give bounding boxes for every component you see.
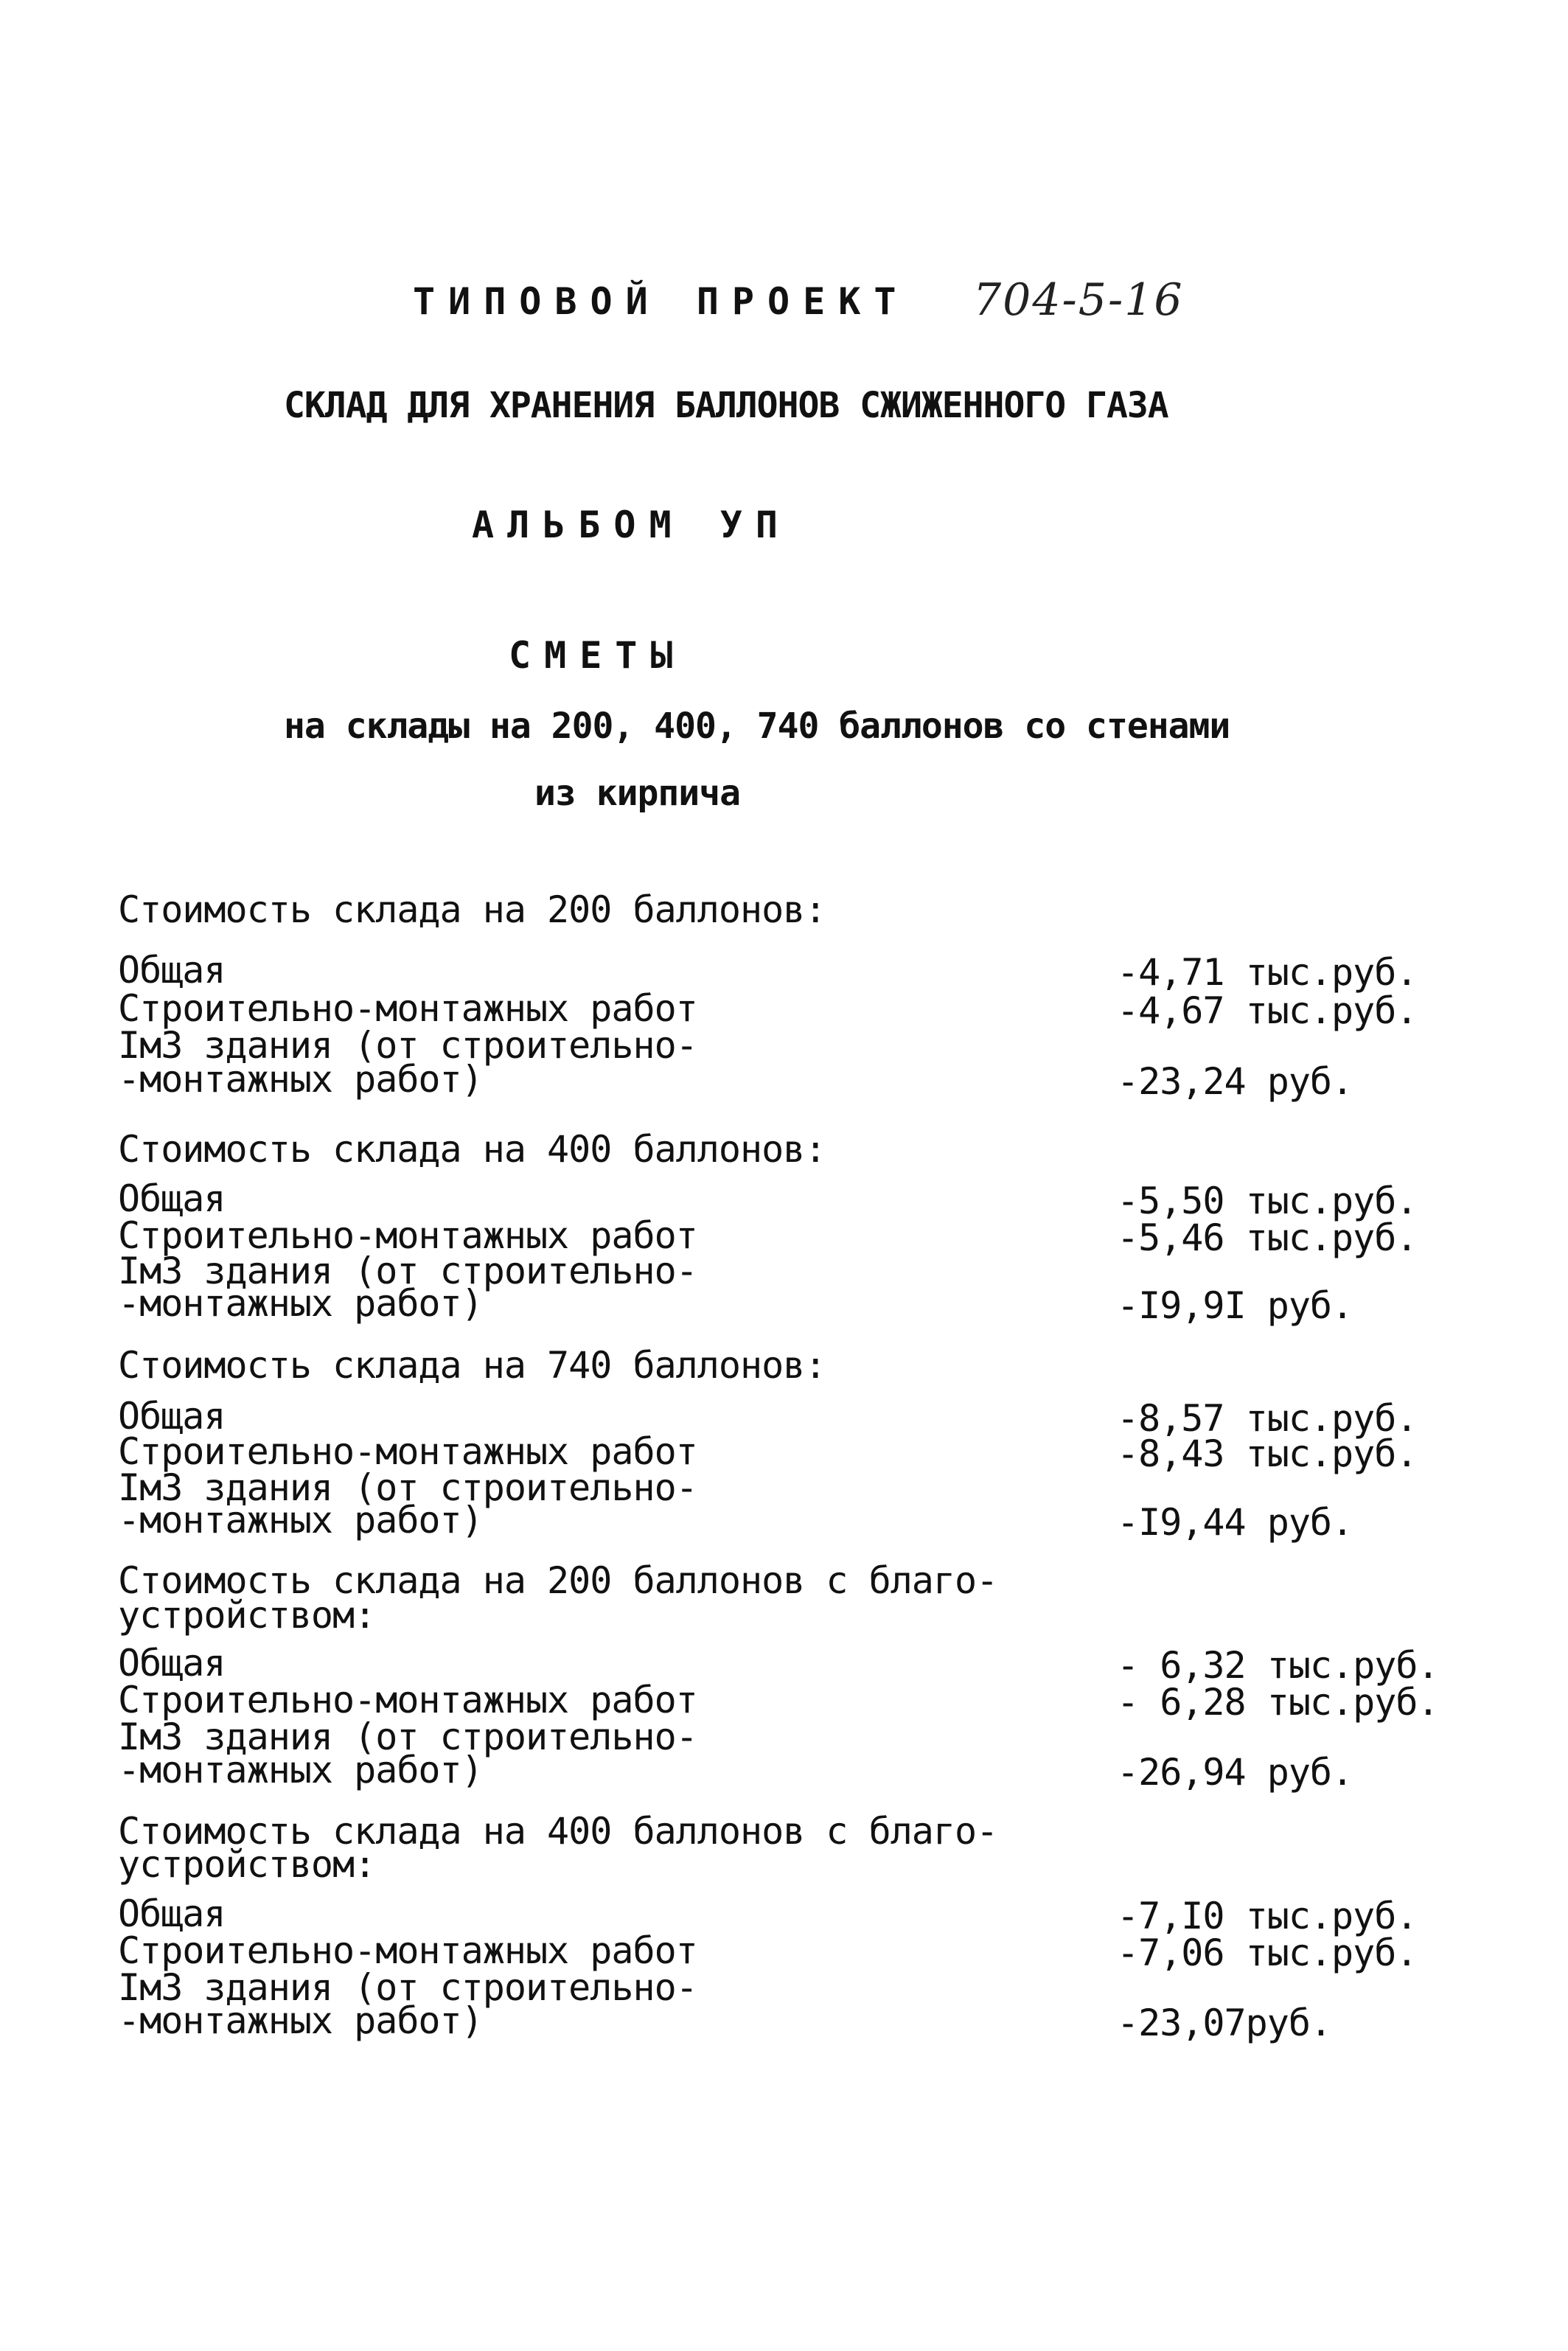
row-label-per-m3-cont: -монтажных работ) <box>118 1499 483 1542</box>
row-label-per-m3: Iм3 здания (от строительно- <box>118 1966 697 2009</box>
row-label-construction: Строительно-монтажных работ <box>118 1679 697 1721</box>
row-value-per-m3: -26,94 руб. <box>1117 1751 1353 1794</box>
row-label-per-m3: Iм3 здания (от строительно- <box>118 1716 697 1758</box>
section-title-cont: устройством: <box>118 1843 376 1886</box>
row-label-total: Общая <box>118 1177 226 1220</box>
row-value-construction: -8,43 тыс.руб. <box>1117 1432 1418 1475</box>
row-label-construction: Строительно-монтажных работ <box>118 1430 697 1473</box>
row-label-per-m3: Iм3 здания (от строительно- <box>118 1250 697 1292</box>
row-value-per-m3: -23,07руб. <box>1117 2002 1332 2044</box>
row-value-construction: -5,46 тыс.руб. <box>1117 1216 1418 1259</box>
row-value-total: -7,I0 тыс.руб. <box>1117 1895 1418 1937</box>
row-label-total: Общая <box>118 1395 226 1438</box>
row-label-per-m3: Iм3 здания (от строительно- <box>118 1466 697 1509</box>
row-value-per-m3: -I9,9I руб. <box>1117 1284 1353 1327</box>
row-label-total: Общая <box>118 949 226 992</box>
row-value-total: -5,50 тыс.руб. <box>1117 1180 1418 1222</box>
row-value-total: -4,71 тыс.руб. <box>1117 951 1418 994</box>
row-label-per-m3-cont: -монтажных работ) <box>118 1282 483 1325</box>
row-value-construction: - 6,28 тыс.руб. <box>1117 1681 1439 1724</box>
row-label-construction: Строительно-монтажных работ <box>118 987 697 1030</box>
row-value-construction: -7,06 тыс.руб. <box>1117 1932 1418 1974</box>
section-title-cont: устройством: <box>118 1594 376 1637</box>
row-label-total: Общая <box>118 1892 226 1935</box>
section-title: Стоимость склада на 200 баллонов с благо- <box>118 1559 998 1602</box>
section-title: Стоимость склада на 200 баллонов: <box>118 888 826 931</box>
row-label-construction: Строительно-монтажных работ <box>118 1929 697 1972</box>
album-label: АЛЬБОМ УП <box>472 504 791 546</box>
section-title: Стоимость склада на 400 баллонов: <box>118 1128 826 1171</box>
estimates-heading: СМЕТЫ <box>509 634 686 677</box>
estimates-subheading-line1: на склады на 200, 400, 740 баллонов со стенами <box>284 706 1230 747</box>
row-label-total: Общая <box>118 1642 226 1685</box>
row-value-total: - 6,32 тыс.руб. <box>1117 1644 1439 1687</box>
row-label-per-m3-cont: -монтажных работ) <box>118 1749 483 1791</box>
row-value-per-m3: -23,24 руб. <box>1117 1060 1353 1103</box>
row-label-per-m3-cont: -монтажных работ) <box>118 1058 483 1101</box>
row-label-per-m3: Iм3 здания (от строительно- <box>118 1024 697 1067</box>
document-title: СКЛАД ДЛЯ ХРАНЕНИЯ БАЛЛОНОВ СЖИЖЕННОГО ГАЗА <box>284 385 1168 426</box>
row-label-per-m3-cont: -монтажных работ) <box>118 1999 483 2042</box>
project-label: ТИПОВОЙ ПРОЕКТ <box>413 280 910 323</box>
estimates-subheading-line2: из кирпича <box>534 773 740 814</box>
row-value-per-m3: -I9,44 руб. <box>1117 1501 1353 1544</box>
row-label-construction: Строительно-монтажных работ <box>118 1214 697 1257</box>
section-title: Стоимость склада на 400 баллонов с благо- <box>118 1810 998 1853</box>
project-number: 704-5-16 <box>973 274 1184 326</box>
row-value-total: -8,57 тыс.руб. <box>1117 1397 1418 1440</box>
section-title: Стоимость склада на 740 баллонов: <box>118 1344 826 1387</box>
row-value-construction: -4,67 тыс.руб. <box>1117 989 1418 1032</box>
